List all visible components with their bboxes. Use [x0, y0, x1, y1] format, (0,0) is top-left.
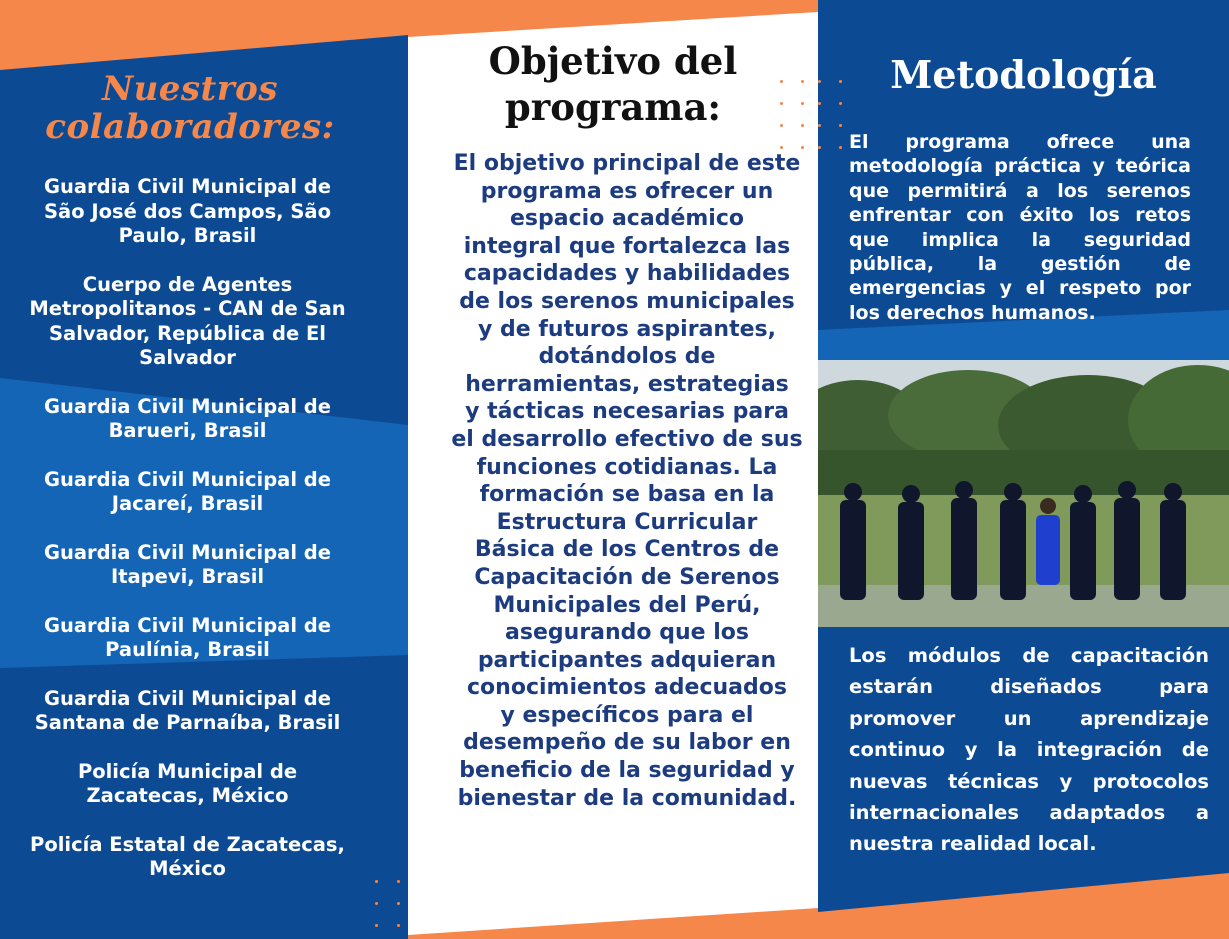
collaborators-title	[0, 70, 380, 146]
group-photo-illustration	[818, 360, 1229, 627]
methodology-text: El programa ofrece una metodología práctica y teórica que permitirá a los serenos enfrentar con éxito los retos que implica la seguridad pública, la gestión de emergencias y el respeto por los derechos humanos.	[849, 131, 1191, 324]
collaborator-item: Guardia Civil Municipal de Santana de Parnaíba, Brasil	[34, 686, 341, 734]
modules-text: Los módulos de capacitación estarán diseñados para promover un aprendizaje continuo y la integración de nuevas técnicas y protocolos internacionales adaptados a nuestra realidad local.	[849, 644, 1209, 856]
objective-panel	[408, 0, 818, 939]
collaborator-item: Guardia Civil Municipal de São José dos Campos, São Paulo, Brasil	[44, 175, 331, 247]
orange-dots-decoration	[818, 80, 860, 149]
collaborator-item: Cuerpo de Agentes Metropolitanos - CAN de San Salvador, República de El Salvador	[29, 272, 346, 369]
group-photo	[818, 360, 1229, 627]
collaborator-item: Guardia Civil Municipal de Itapevi, Brasil	[44, 540, 331, 588]
collaborator-item: Guardia Civil Municipal de Paulínia, Brasil	[44, 613, 331, 661]
collaborators-panel	[0, 0, 408, 939]
collaborator-item: Guardia Civil Municipal de Jacareí, Brasil	[44, 467, 331, 515]
collaborators-title-line1: Nuestros	[101, 69, 278, 109]
objective-body: El objetivo principal de este programa es ofrecer un espacio académico integral que fortalezca las capacidades y habilidades de los serenos municipales y de futuros aspirantes, dotándolos de herramientas, estrategias y tácticas necesarias para el desarrollo efectivo de sus funciones cotidianas. La formación se basa en la Estructura Curricular Básica de los Centros de Capacitación de Serenos Municipales del Perú, asegurando que los participantes adquieran conocimientos adecuados y específicos para el desempeño de su labor en beneficio de la seguridad y bienestar de la comunidad.	[451, 151, 803, 811]
collaborators-list	[10, 175, 365, 906]
collaborator-item: Guardia Civil Municipal de Barueri, Brasil	[44, 394, 331, 442]
objective-title: Objetivo del programa:	[488, 39, 738, 129]
collaborators-title-line2: colaboradores:	[45, 107, 335, 147]
collaborator-item: Policía Municipal de Zacatecas, México	[77, 759, 298, 807]
orange-dots-decoration	[780, 80, 818, 149]
collaborator-item: Policía Estatal de Zacatecas, México	[30, 832, 345, 880]
methodology-title: Metodología	[890, 52, 1157, 97]
orange-dots-decoration	[375, 880, 408, 927]
methodology-panel	[818, 0, 1229, 939]
